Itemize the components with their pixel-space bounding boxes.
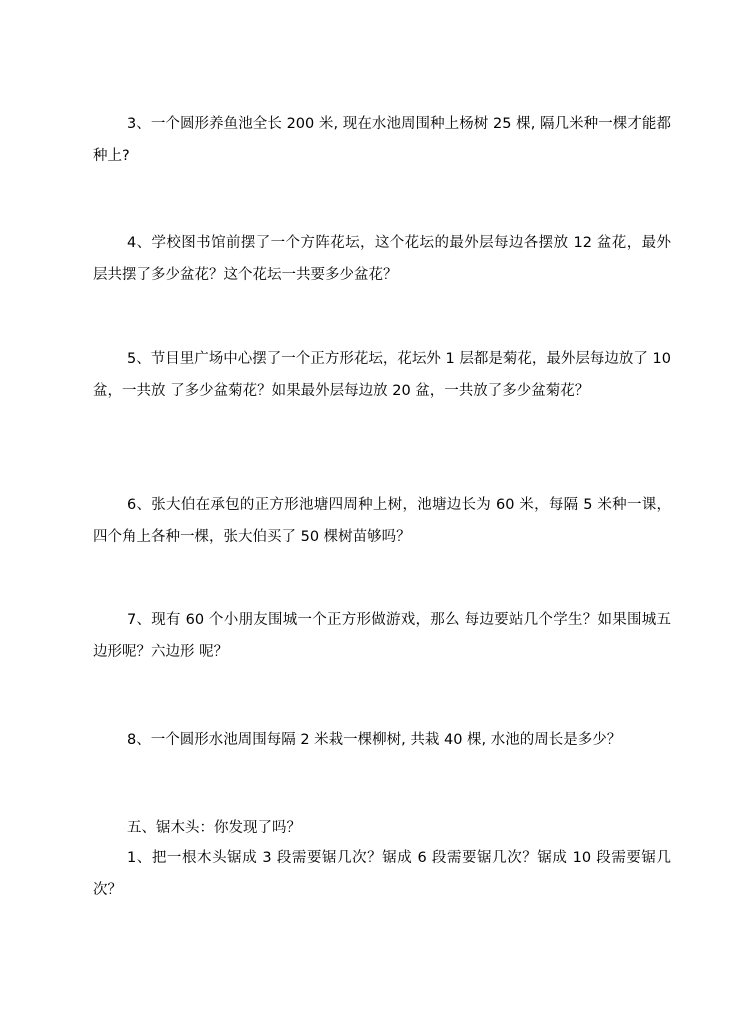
- problem-8-text: 8、一个圆形水池周围每隔 2 米栽一棵柳树, 共栽 40 棵, 水池的周长是多少？: [127, 732, 622, 748]
- problem-5-text: 5、节目里广场中心摆了一个正方形花坛，花坛外 1 层都是菊花，最外层每边放了 10 盆，一共放 了多少盆菊花？如果最外层每边放 20 盆，一共放了多少盆菊花？: [93, 351, 671, 399]
- section-problem-1-text: 1、把一根木头锯成 3 段需要锯几次？锯成 6 段需要锯几次？锯成 10 段需要锯几次？: [93, 850, 671, 898]
- problem-4: [93, 227, 671, 291]
- problem-7-text: 7、现有 60 个小朋友围城一个正方形做游戏，那么 每边要站几个学生？如果围城五边形呢？六边形 呢？: [93, 612, 671, 660]
- problem-4-text: 4、学校图书馆前摆了一个方阵花坛，这个花坛的最外层每边各摆放 12 盆花，最外层共摆了多少盆花？这个花坛一共要多少盆花？: [93, 235, 671, 283]
- problem-5: [93, 343, 671, 407]
- problem-6: [93, 489, 671, 553]
- problem-3: [93, 108, 671, 172]
- section-title: 五、锯木头：你发现了吗？: [127, 820, 301, 836]
- problem-3-text: 3、一个圆形养鱼池全长 200 米, 现在水池周围种上杨树 25 棵, 隔几米种一棵才能都种上?: [93, 116, 671, 164]
- section-problem-1: [93, 842, 671, 906]
- problem-7: [93, 604, 671, 668]
- section-heading: [93, 812, 671, 844]
- problem-8: [93, 724, 671, 756]
- problem-6-text: 6、张大伯在承包的正方形池塘四周种上树，池塘边长为 60 米，每隔 5 米种一课，四个角上各种一棵，张大伯买了 50 棵树苗够吗？: [93, 497, 671, 545]
